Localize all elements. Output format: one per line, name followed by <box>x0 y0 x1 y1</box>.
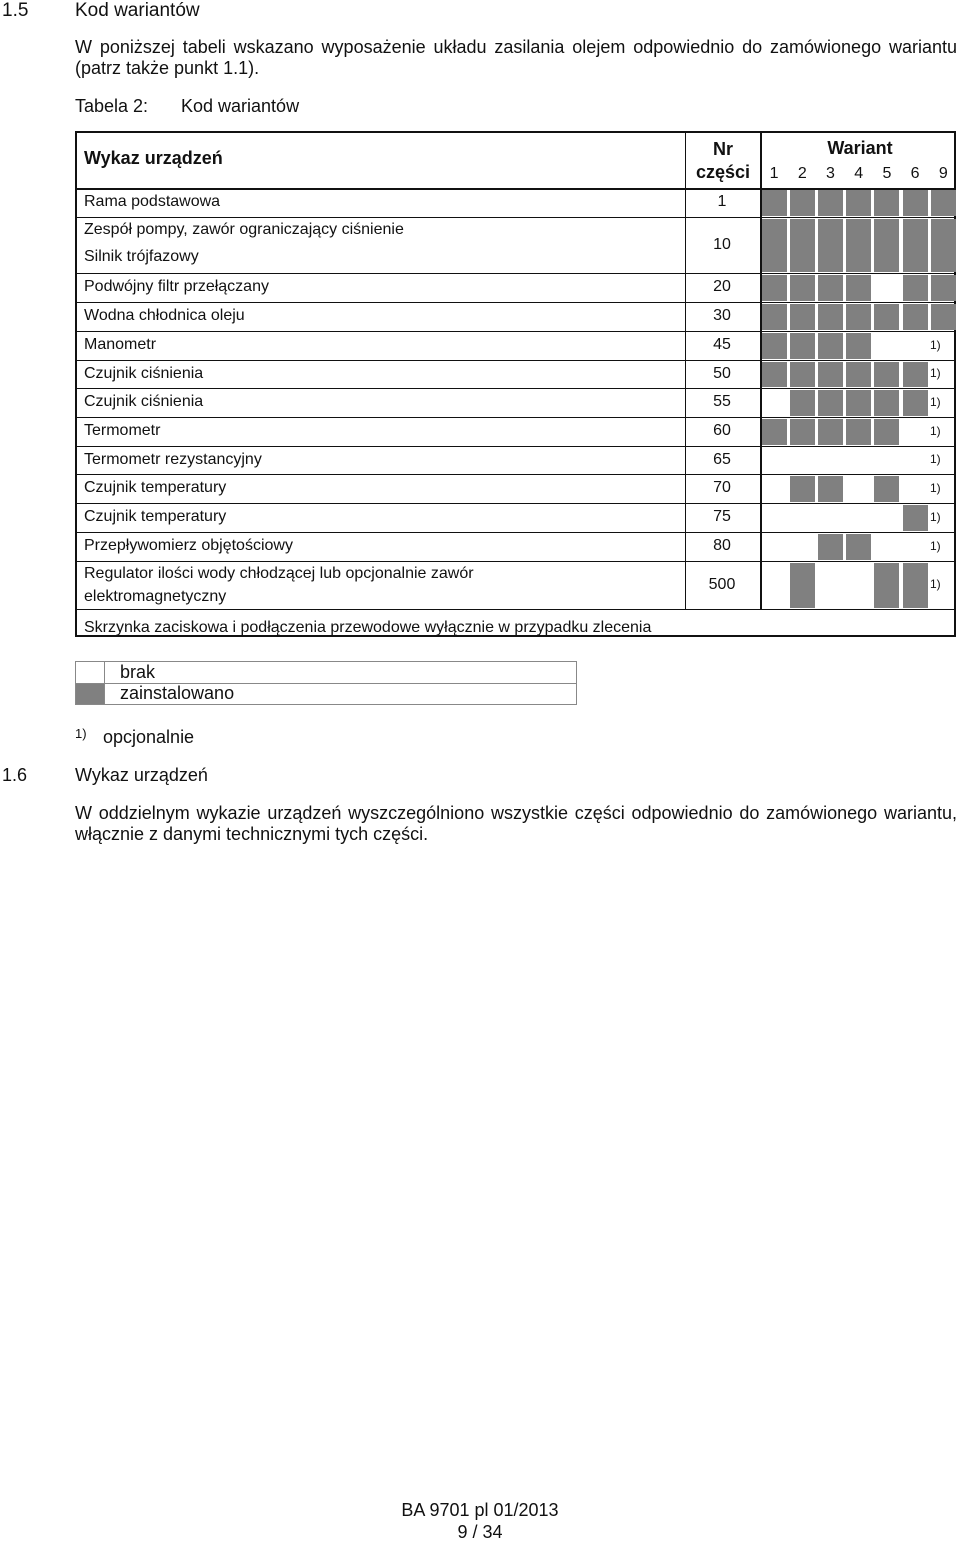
variant-installed-cell <box>903 563 928 608</box>
variant-installed-cell <box>818 219 843 272</box>
variant-installed-cell <box>790 219 815 272</box>
variant-installed-cell <box>903 304 928 330</box>
variant-installed-cell <box>818 534 843 560</box>
row-optional-note: 1) <box>930 423 941 438</box>
variant-installed-cell <box>846 219 871 272</box>
variant-installed-cell <box>903 219 928 272</box>
variant-installed-cell <box>846 362 871 387</box>
page-footer-page: 9 / 34 <box>457 1522 503 1542</box>
variant-installed-cell <box>874 419 899 445</box>
variant-installed-cell <box>818 333 843 359</box>
row-part-number: 1 <box>717 193 727 210</box>
variant-installed-cell <box>903 362 928 387</box>
column-header-part-1: Nr <box>712 139 733 159</box>
variant-installed-cell <box>931 190 956 216</box>
table-footer-row: Skrzynka zaciskowa i podłączenia przewodowe wyłącznie w przypadku zlecenia <box>84 619 652 636</box>
variant-installed-cell <box>818 362 843 387</box>
row-name: Czujnik temperatury <box>84 508 227 525</box>
variant-installed-cell <box>846 333 871 359</box>
variant-installed-cell <box>931 304 956 330</box>
variant-installed-cell <box>846 304 871 330</box>
variant-number-5: 5 <box>882 165 892 182</box>
variant-installed-cell <box>762 362 787 387</box>
row-name: Czujnik ciśnienia <box>84 393 204 410</box>
row-name: Wodna chłodnica oleju <box>84 307 245 324</box>
variant-installed-cell <box>762 333 787 359</box>
row-part-number: 20 <box>713 278 731 295</box>
row-part-number: 65 <box>713 450 731 468</box>
intro-paragraph: W poniższej tabeli wskazano wyposażenie układu zasilania olejem odpowiednio do zamówionego wariantu (patrz także punkt 1.1). <box>75 37 957 78</box>
variant-installed-cell <box>846 275 871 301</box>
column-header-device: Wykaz urządzeń <box>84 148 223 168</box>
variant-installed-cell <box>790 333 815 359</box>
row-optional-note: 1) <box>930 480 941 495</box>
variant-installed-cell <box>790 419 815 445</box>
row-name: Przepływomierz objętościowy <box>84 537 293 554</box>
variant-installed-cell <box>790 362 815 387</box>
section-number: 1.5 <box>2 0 29 21</box>
legend-installed-label: zainstalowano <box>120 683 235 703</box>
variant-installed-cell <box>903 390 928 416</box>
variant-installed-cell <box>762 419 787 445</box>
column-header-part-2: części <box>695 162 751 182</box>
row-name: Podwójny filtr przełączany <box>84 278 269 295</box>
variant-number-4: 4 <box>854 165 864 182</box>
variant-installed-cell <box>874 190 899 216</box>
row-part-number: 70 <box>713 479 731 496</box>
variant-installed-cell <box>874 476 899 502</box>
variant-installed-cell <box>874 219 899 272</box>
row-name: Manometr <box>84 336 157 353</box>
row-name: Regulator ilości wody chłodzącej lub opcjonalnie zawór <box>84 565 474 582</box>
variant-number-2: 2 <box>797 165 807 182</box>
row-part-number: 75 <box>713 508 731 525</box>
table-caption-label: Tabela 2: <box>75 96 149 116</box>
variant-number-1: 1 <box>769 165 779 182</box>
row-name: Zespół pompy, zawór ograniczający ciśnienie <box>84 221 404 238</box>
variant-installed-cell <box>790 190 815 216</box>
legend-installed-swatch <box>76 684 104 704</box>
variant-installed-cell <box>846 190 871 216</box>
column-header-variant: Wariant <box>827 138 893 158</box>
variant-number-3: 3 <box>826 165 835 182</box>
variant-installed-cell <box>874 563 899 608</box>
variant-installed-cell <box>874 304 899 330</box>
row-optional-note: 1) <box>930 337 941 352</box>
variant-installed-cell <box>903 275 928 301</box>
row-part-number: 80 <box>713 537 731 554</box>
variant-installed-cell <box>762 275 787 301</box>
legend-empty-label: brak <box>120 662 156 682</box>
variant-installed-cell <box>818 419 843 445</box>
row-part-number: 30 <box>713 307 731 324</box>
footnote-text: opcjonalnie <box>103 727 195 747</box>
row-name: Rama podstawowa <box>84 193 221 210</box>
variant-installed-cell <box>931 275 956 301</box>
row-optional-note: 1) <box>930 366 941 380</box>
table-caption-title: Kod wariantów <box>181 96 300 116</box>
row-optional-note: 1) <box>930 394 941 409</box>
variant-installed-cell <box>846 419 871 445</box>
row-name: Czujnik ciśnienia <box>84 364 204 382</box>
variant-number-6: 6 <box>910 165 920 182</box>
variant-installed-cell <box>762 219 787 272</box>
variant-installed-cell <box>818 190 843 216</box>
row-optional-note: 1) <box>930 452 941 466</box>
variant-installed-cell <box>790 563 815 608</box>
footnote-mark: 1) <box>75 726 87 741</box>
variant-installed-cell <box>790 275 815 301</box>
variant-installed-cell <box>790 304 815 330</box>
row-name-2: Silnik trójfazowy <box>84 248 199 265</box>
row-part-number: 50 <box>713 364 731 382</box>
variant-installed-cell <box>818 275 843 301</box>
variant-table <box>75 131 956 637</box>
row-optional-note: 1) <box>930 509 941 524</box>
row-part-number: 10 <box>713 235 731 253</box>
variant-installed-cell <box>874 390 899 416</box>
variant-installed-cell <box>762 190 787 216</box>
section2-paragraph: W oddzielnym wykazie urządzeń wyszczególniono wszystkie części odpowiednio do zamówionego wariantu, włącznie z danymi technicznymi tych części. <box>75 803 957 844</box>
legend <box>75 661 577 705</box>
row-name: Termometr rezystancyjny <box>84 450 262 468</box>
row-optional-note: 1) <box>930 538 941 553</box>
variant-installed-cell <box>903 505 928 531</box>
section-title: Kod wariantów <box>75 0 200 21</box>
row-part-number: 60 <box>713 422 731 439</box>
variant-number-9: 9 <box>938 165 948 182</box>
section2-title: Wykaz urządzeń <box>75 765 208 785</box>
row-name-2: elektromagnetyczny <box>84 588 227 605</box>
variant-installed-cell <box>931 219 956 272</box>
row-optional-note: 1) <box>930 577 941 591</box>
row-name: Termometr <box>84 422 161 439</box>
variant-installed-cell <box>846 534 871 560</box>
row-name: Czujnik temperatury <box>84 479 227 496</box>
row-part-number: 500 <box>708 575 736 593</box>
variant-installed-cell <box>818 390 843 416</box>
variant-installed-cell <box>818 476 843 502</box>
variant-installed-cell <box>790 390 815 416</box>
variant-installed-cell <box>903 190 928 216</box>
row-part-number: 55 <box>713 393 731 410</box>
variant-installed-cell <box>818 304 843 330</box>
row-part-number: 45 <box>713 336 731 353</box>
section2-number: 1.6 <box>2 765 28 785</box>
variant-installed-cell <box>874 362 899 387</box>
variant-installed-cell <box>790 476 815 502</box>
variant-installed-cell <box>846 390 871 416</box>
variant-installed-cell <box>762 304 787 330</box>
page-footer-doc: BA 9701 pl 01/2013 <box>401 1500 559 1520</box>
